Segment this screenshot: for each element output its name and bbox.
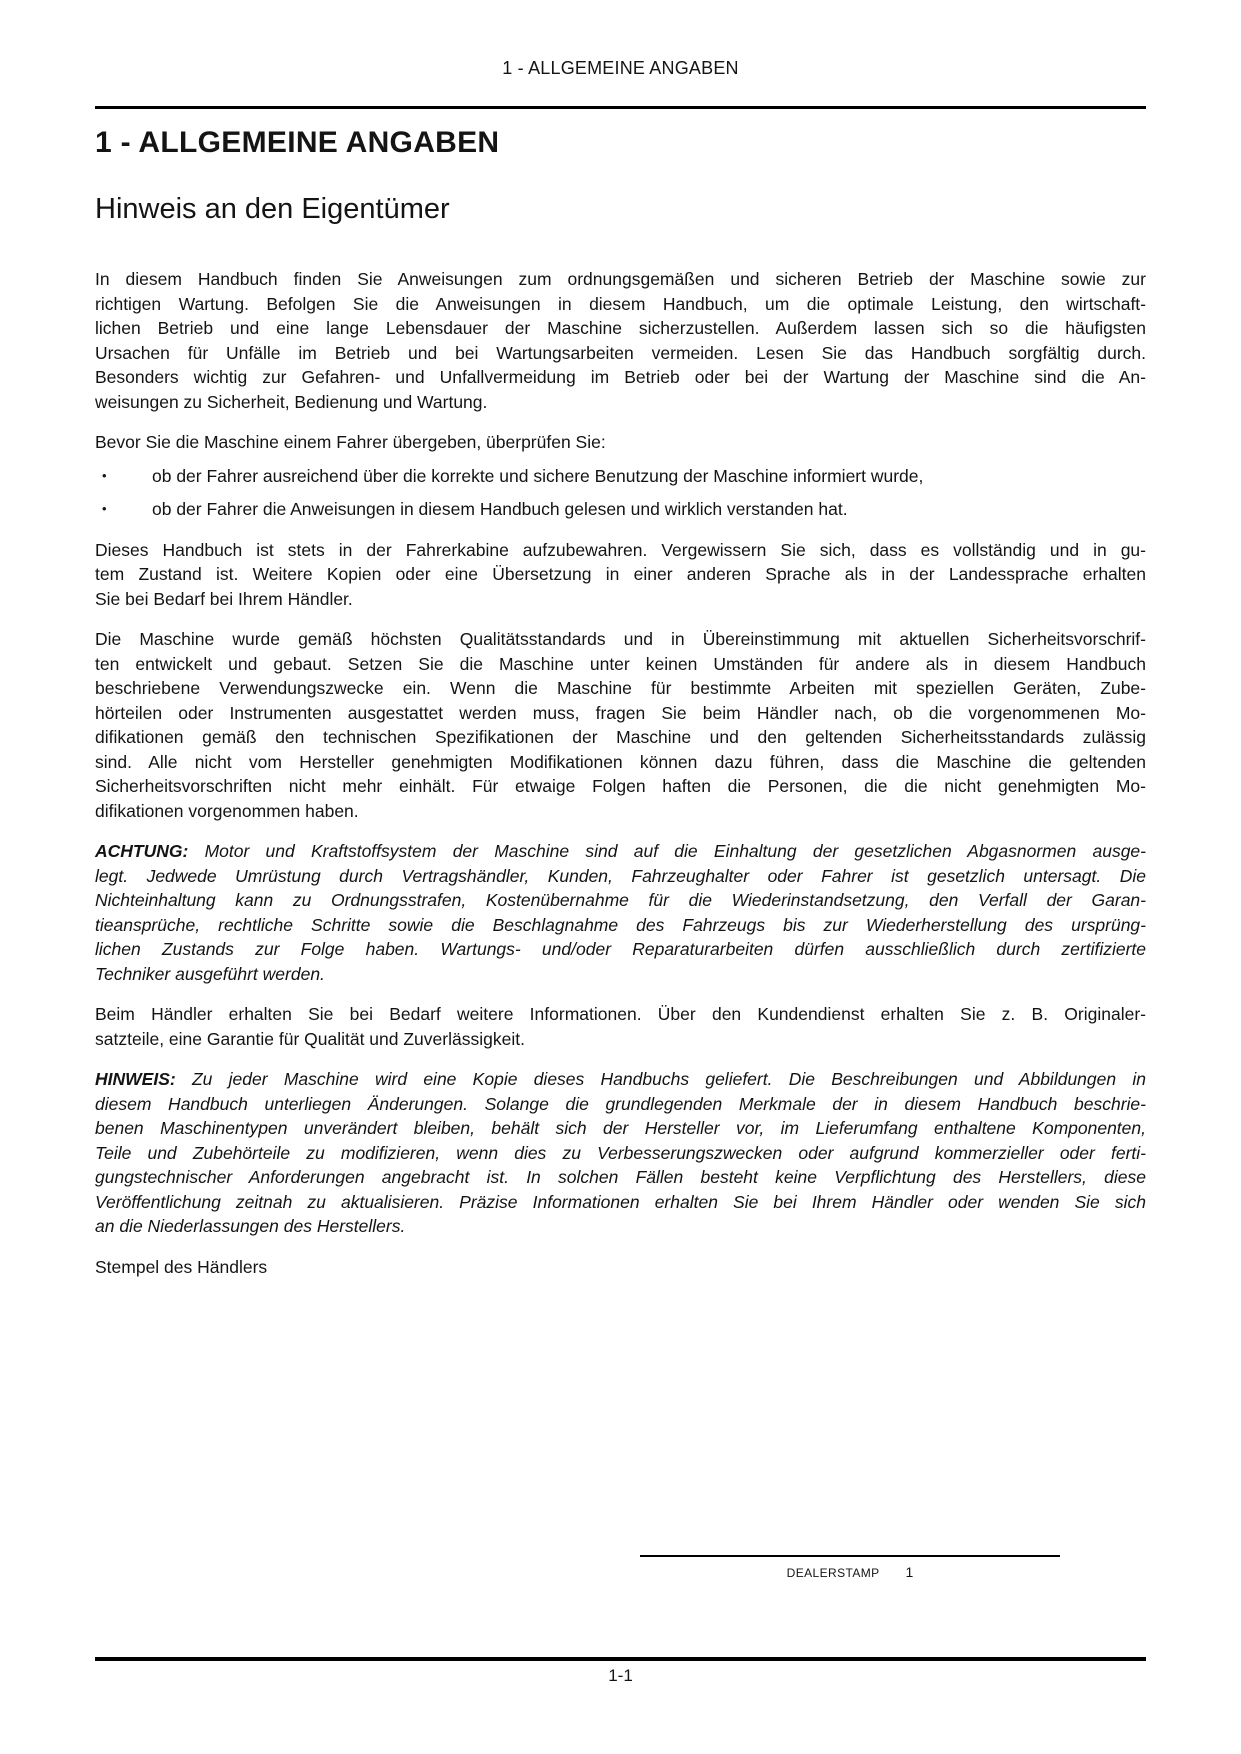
text-line: Teile und Zubehörteile zu modifizieren, wenn dies zu Verbesserungszwecken oder aufgrund kommerzieller oder ferti- xyxy=(95,1142,1146,1163)
text-line: difikationen vorgenommen haben. xyxy=(95,800,359,821)
bullet-item xyxy=(95,464,1146,489)
footer-rule xyxy=(95,1657,1146,1661)
text-line: tem Zustand ist. Weitere Kopien oder eine Übersetzung in einer anderen Sprache als in der Landessprache erhalten xyxy=(95,564,1146,584)
paragraph xyxy=(95,627,1146,823)
text-line: weisungen zu Sicherheit, Bedienung und Wartung. xyxy=(95,391,488,412)
bullet-text: ob der Fahrer ausreichend über die korrekte und sichere Benutzung der Maschine informiert wurde, xyxy=(152,465,924,486)
text-line: diesem Handbuch unterliegen Änderungen. Solange die grundlegenden Merkmale der in diesem Handbuch beschrie- xyxy=(95,1093,1146,1114)
text-line: ACHTUNG: Motor und Kraftstoffsystem der Maschine sind auf die Einhaltung der gesetzlichen Abgasnormen ausge- xyxy=(95,841,1146,861)
text-line: Besonders wichtig zur Gefahren- und Unfallvermeidung im Betrieb oder bei der Wartung der Maschine sind die An- xyxy=(95,367,1146,387)
text-line: Nichteinhaltung kann zu Ordnungsstrafen, Kostenübernahme für die Wiederinstandsetzung, den Verfall der Garan- xyxy=(95,890,1146,910)
paragraph xyxy=(95,1002,1146,1051)
page-number: 1-1 xyxy=(608,1665,633,1685)
text-line: satzteile, eine Garantie für Qualität und Zuverlässigkeit. xyxy=(95,1028,525,1049)
paragraph xyxy=(95,538,1146,612)
text-line: Techniker ausgeführt werden. xyxy=(95,963,325,984)
bullet-icon: • xyxy=(102,467,107,483)
text-line: legt. Jedwede Umrüstung durch Vertragshändler, Kunden, Fahrzeughalter oder Fahrer ist gesetzlich untersagt. Die xyxy=(95,865,1146,886)
notice-label: ACHTUNG: xyxy=(95,841,189,861)
text-line: lichen Zustands zur Folge haben. Wartungs- und/oder Reparaturarbeiten dürfen ausschließlich durch zertifizierte xyxy=(95,939,1146,959)
text-line: lichen Betrieb und eine lange Lebensdauer der Maschine sicherzustellen. Außerdem lassen sich so die häufigsten xyxy=(95,318,1146,338)
text-line: Dieses Handbuch ist stets in der Fahrerkabine aufzubewahren. Vergewissern Sie sich, dass es vollständig und in gu- xyxy=(95,539,1146,560)
text-line: tieansprüche, rechtliche Schritte sowie die Beschlagnahme des Fahrzeugs bis zur Wiederherstellung des ursprüng- xyxy=(95,914,1146,935)
text-line: HINWEIS: Zu jeder Maschine wird eine Kopie dieses Handbuchs geliefert. Die Beschreibungen und Abbildungen in xyxy=(95,1069,1146,1089)
paragraph xyxy=(95,839,1146,986)
text-line: Sicherheitsvorschriften nicht mehr einhält. Für etwaige Folgen haften die Personen, die die nicht genehmigten Mo- xyxy=(95,776,1146,796)
dealer-stamp-number: 1 xyxy=(905,1564,914,1580)
text-line: Ursachen für Unfälle im Betrieb und bei Wartungsarbeiten vermeiden. Lesen Sie das Handbuch sorgfältig durch. xyxy=(95,342,1146,363)
text-line: beschriebene Verwendungszwecke ein. Wenn die Maschine für bestimmte Arbeiten mit speziellen Geräten, Zube- xyxy=(95,678,1146,698)
text-line: hörteilen oder Instrumenten ausgestattet werden muss, fragen Sie beim Händler nach, ob die vorgenommenen Mo- xyxy=(95,702,1146,723)
paragraph xyxy=(95,1067,1146,1239)
dealer-stamp-row xyxy=(640,1564,1060,1580)
notice-label: HINWEIS: xyxy=(95,1069,176,1089)
paragraph xyxy=(95,267,1146,414)
text-line: In diesem Handbuch finden Sie Anweisungen zum ordnungsgemäßen und sicheren Betrieb der Maschine sowie zur xyxy=(95,269,1146,289)
text-line: difikationen gemäß den technischen Spezifikationen der Maschine und den geltenden Sicherheitsstandards zulässig xyxy=(95,727,1146,747)
dealer-stamp-rule xyxy=(640,1555,1060,1557)
chapter-title: 1 - ALLGEMEINE ANGABEN xyxy=(95,126,500,159)
text-line: Veröffentlichung zeitnah zu aktualisieren. Präzise Informationen erhalten Sie bei Ihrem Händler oder wenden Sie sich xyxy=(95,1191,1146,1212)
running-header: 1 - ALLGEMEINE ANGABEN xyxy=(502,58,739,78)
text-line: Bevor Sie die Maschine einem Fahrer übergeben, überprüfen Sie: xyxy=(95,432,606,452)
bullet-item xyxy=(95,497,1146,522)
text-line: sind. Alle nicht vom Hersteller genehmigten Modifikationen können dazu führen, dass die Maschine die geltenden xyxy=(95,751,1146,772)
content-blocks xyxy=(95,267,1146,1279)
bullet-icon: • xyxy=(102,501,107,516)
paragraph xyxy=(95,1255,1146,1280)
text-line: benen Maschinentypen unverändert bleiben, behält sich der Hersteller vor, im Lieferumfang enthaltene Komponenten, xyxy=(95,1118,1146,1138)
page-footer xyxy=(95,1657,1146,1686)
bullet-text: ob der Fahrer die Anweisungen in diesem Handbuch gelesen und wirklich verstanden hat. xyxy=(152,499,848,519)
section-title: Hinweis an den Eigentümer xyxy=(95,193,450,225)
text-line: Beim Händler erhalten Sie bei Bedarf weitere Informationen. Über den Kundendienst erhalten Sie z. B. Originaler- xyxy=(95,1004,1146,1024)
text-line: an die Niederlassungen des Herstellers. xyxy=(95,1216,406,1236)
text-line: ten entwickelt und gebaut. Setzen Sie die Maschine unter keinen Umständen für andere als in diesem Handbuch xyxy=(95,653,1146,674)
dealer-stamp-area xyxy=(640,1555,1060,1580)
text-line: Die Maschine wurde gemäß höchsten Qualitätsstandards und in Übereinstimmung mit aktuellen Sicherheitsvorschrif- xyxy=(95,629,1146,649)
paragraph xyxy=(95,430,1146,455)
header-rule xyxy=(95,106,1146,109)
dealer-stamp-label: DEALERSTAMP xyxy=(786,1566,880,1580)
text-line: gungstechnischer Anforderungen angebracht ist. In solchen Fällen besteht keine Verpflichtung des Herstellers, diese xyxy=(95,1167,1146,1187)
text-line: Stempel des Händlers xyxy=(95,1256,268,1277)
text-line: richtigen Wartung. Befolgen Sie die Anweisungen in diesem Handbuch, um die optimale Leistung, den wirtschaft- xyxy=(95,293,1146,314)
page-content xyxy=(95,0,1146,1279)
text-line: Sie bei Bedarf bei Ihrem Händler. xyxy=(95,588,353,609)
